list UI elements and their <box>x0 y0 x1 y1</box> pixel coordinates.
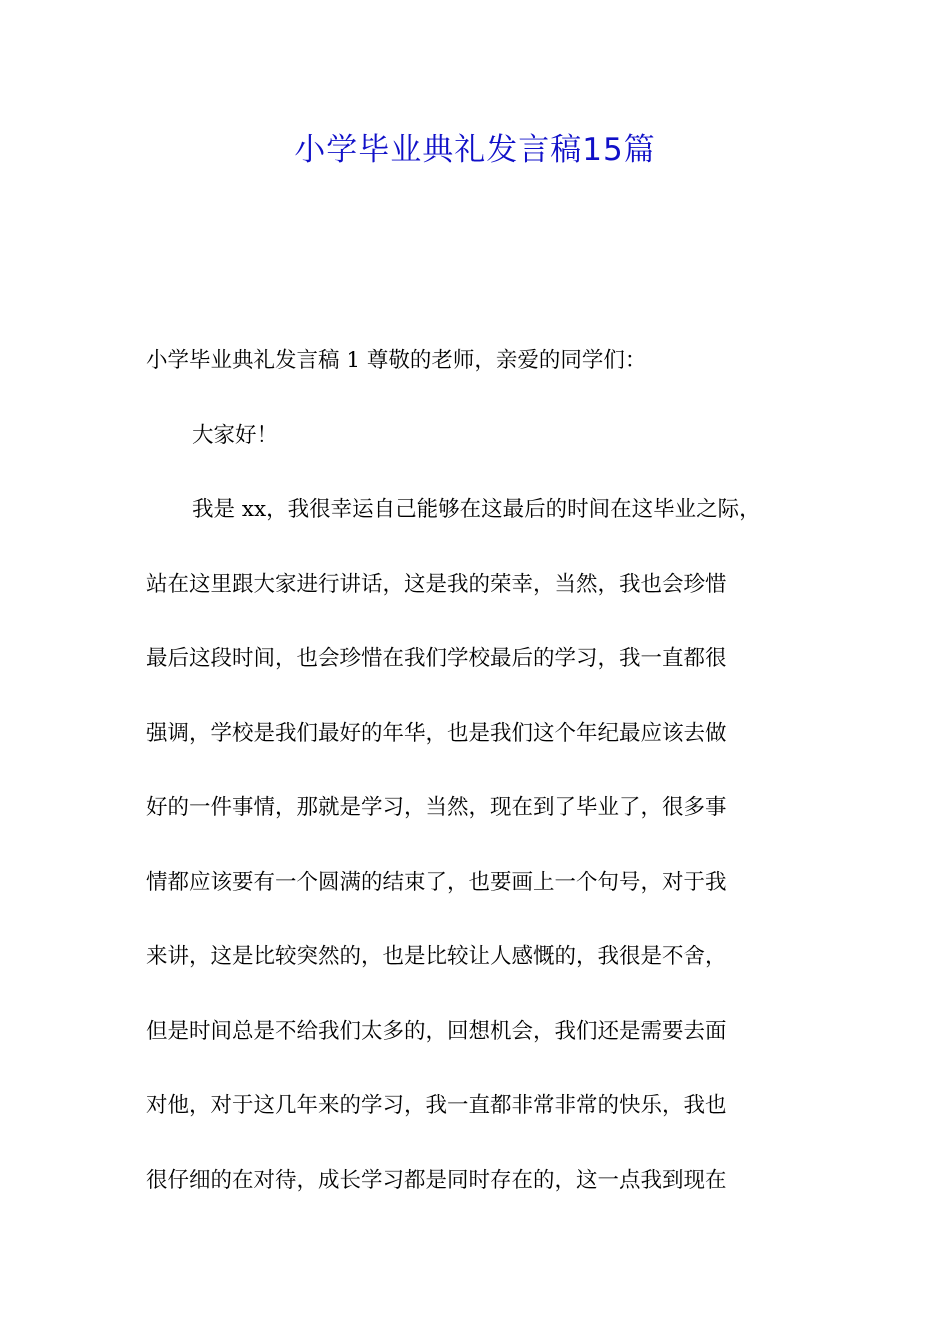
paragraph-line: 最后这段时间，也会珍惜在我们学校最后的学习，我一直都很 <box>146 646 727 671</box>
paragraph-line: 站在这里跟大家进行讲话，这是我的荣幸，当然，我也会珍惜 <box>146 571 727 597</box>
paragraph-line: 大家好！ <box>192 422 279 448</box>
paragraph-line: 强调，学校是我们最好的年华，也是我们这个年纪最应该去做 <box>146 720 727 746</box>
paragraph-line: 小学毕业典礼发言稿 1 尊敬的老师，亲爱的同学们： <box>146 348 647 373</box>
paragraph-line: 很仔细的在对待，成长学习都是同时存在的，这一点我到现在 <box>146 1167 727 1193</box>
paragraph-line: 我是 xx，我很幸运自己能够在这最后的时间在这毕业之际， <box>192 497 761 522</box>
paragraph-line: 来讲，这是比较突然的，也是比较让人感慨的，我很是不舍， <box>146 944 727 969</box>
paragraph-line: 对他，对于这几年来的学习，我一直都非常非常的快乐，我也 <box>146 1093 727 1118</box>
paragraph-line: 但是时间总是不给我们太多的，回想机会，我们还是需要去面 <box>146 1018 727 1044</box>
document-body <box>146 336 836 1230</box>
document-title: 小学毕业典礼发言稿15篇 <box>294 132 656 168</box>
paragraph-line: 好的一件事情，那就是学习，当然，现在到了毕业了，很多事 <box>146 795 727 820</box>
paragraph-line: 情都应该要有一个圆满的结束了，也要画上一个句号，对于我 <box>146 869 727 895</box>
